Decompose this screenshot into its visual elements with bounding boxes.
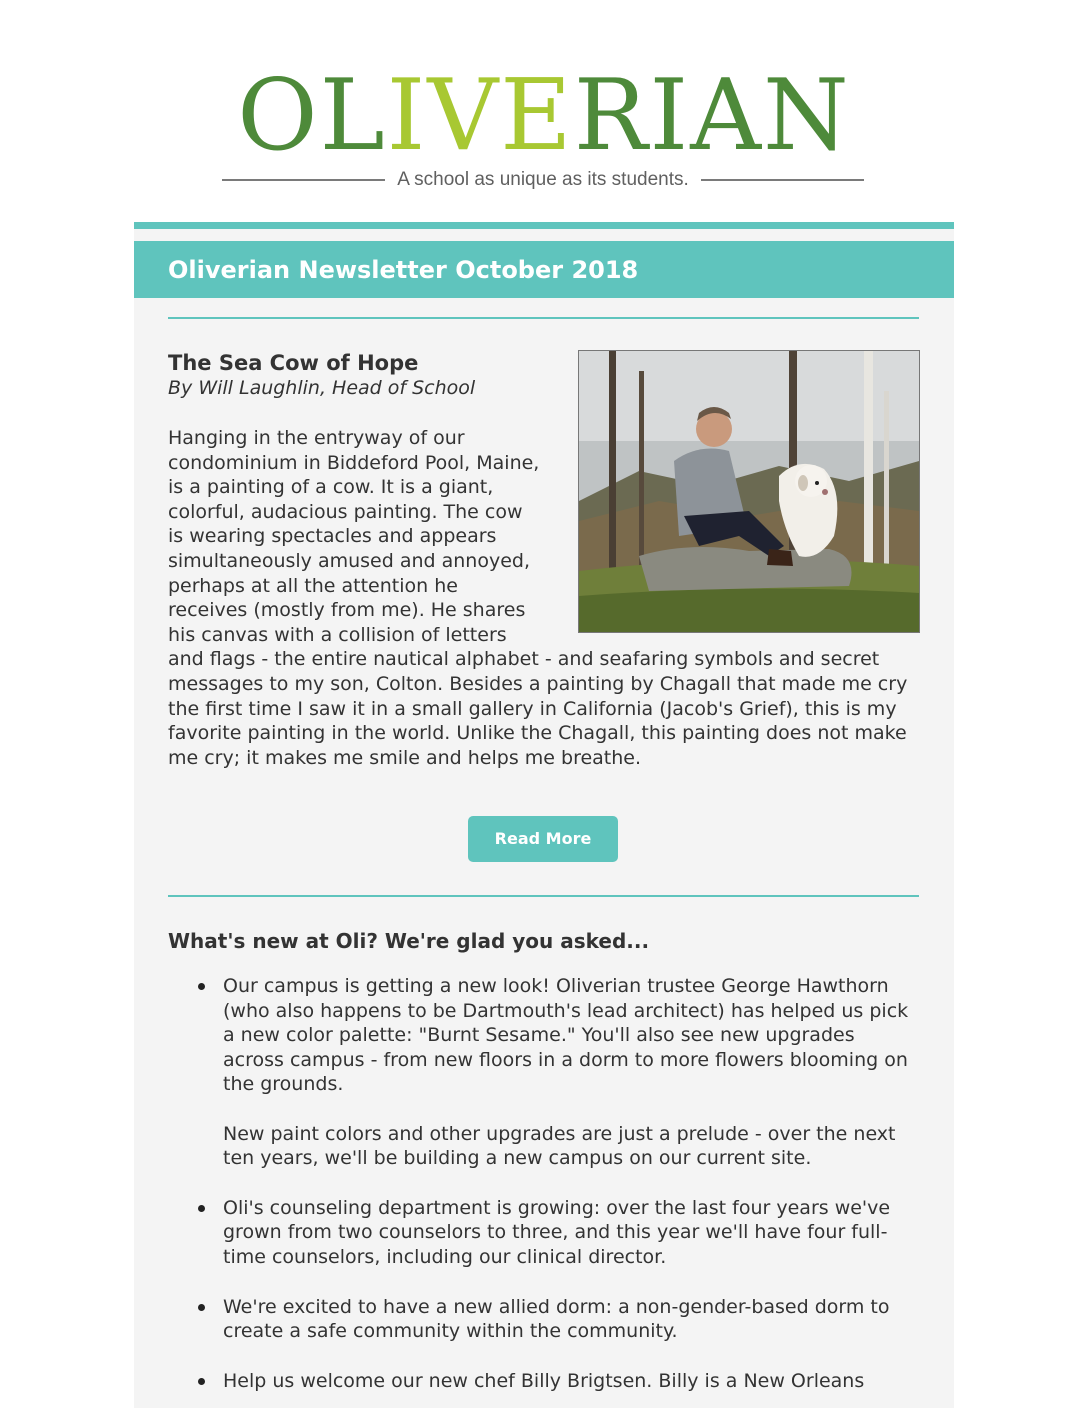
photo-man-with-dog (579, 351, 919, 632)
tagline-rule-right (701, 179, 864, 181)
oliverian-logo (0, 59, 1088, 173)
whats-new-heading: What's new at Oli? We're glad you asked... (168, 929, 650, 953)
list-item-text: Oli's counseling department is growing: over the last four years we've grown from two counselors to three, and this year we'll have four full-time counselors, including our clinical director. (223, 1196, 891, 1268)
bullet-icon (198, 1205, 205, 1212)
section-divider (168, 895, 919, 897)
section-divider (168, 317, 919, 319)
read-more-button[interactable]: Read More (468, 816, 618, 862)
newsletter-container (134, 222, 954, 1408)
article-byline: By Will Laughlin, Head of School (168, 377, 476, 399)
list-item-text: We're excited to have a new allied dorm: a non-gender-based dorm to create a safe community within the community. (223, 1295, 890, 1343)
list-item (168, 1369, 919, 1394)
whats-new-list (168, 974, 919, 1418)
bullet-icon (198, 1378, 205, 1385)
list-item (168, 974, 919, 1171)
masthead (0, 0, 1088, 222)
article-title: The Sea Cow of Hope (168, 351, 419, 375)
accent-stripe (134, 222, 954, 229)
list-item-text: Our campus is getting a new look! Oliverian trustee George Hawthorn (who also happens to be Dartmouth's lead architect) has helped us pick a new color palette: "Burnt Sesame." You'll also see new upgrades across campus - from new floors in a dorm to more flowers blooming on the grounds. (223, 975, 909, 1096)
logo-text-dark-left: OL (237, 59, 387, 173)
logo-text-light: IVE (386, 59, 574, 173)
newsletter-title: Oliverian Newsletter October 2018 (168, 256, 639, 284)
bullet-icon (198, 1304, 205, 1311)
article-body: Hanging in the entryway of our condominium in Biddeford Pool, Maine, is a painting of a cow. It is a giant, colorful, audacious painting. The cow is wearing spectacles and appears simultaneously amused and annoyed, perhaps at all the attention he receives (mostly from me). He shares his canvas with a collision of letters and flags - the entire nautical alphabet - and seafaring symbols and secret messages to my son, Colton. Besides a painting by Chagall that made me cry the first time I saw it in a small gallery in California (Jacob's Grief), this is my favorite painting in the world. Unlike the Chagall, this painting does not make me cry; it makes me smile and helps me breathe. (168, 427, 908, 769)
newsletter-title-bar (134, 241, 954, 298)
list-item-text: New paint colors and other upgrades are just a prelude - over the next ten years, we'll be building a new campus on our current site. (223, 1122, 896, 1170)
logo-text-dark-right: RIAN (573, 59, 851, 173)
list-item-text: Help us welcome our new chef Billy Brigtsen. Billy is a New Orleans (223, 1369, 865, 1392)
list-item (168, 1196, 919, 1270)
article-photo (578, 350, 920, 633)
tagline: A school as unique as its students. (397, 169, 689, 190)
bullet-icon (198, 983, 205, 990)
tagline-row (222, 168, 864, 192)
list-item (168, 1295, 919, 1344)
tagline-rule-left (222, 179, 385, 181)
